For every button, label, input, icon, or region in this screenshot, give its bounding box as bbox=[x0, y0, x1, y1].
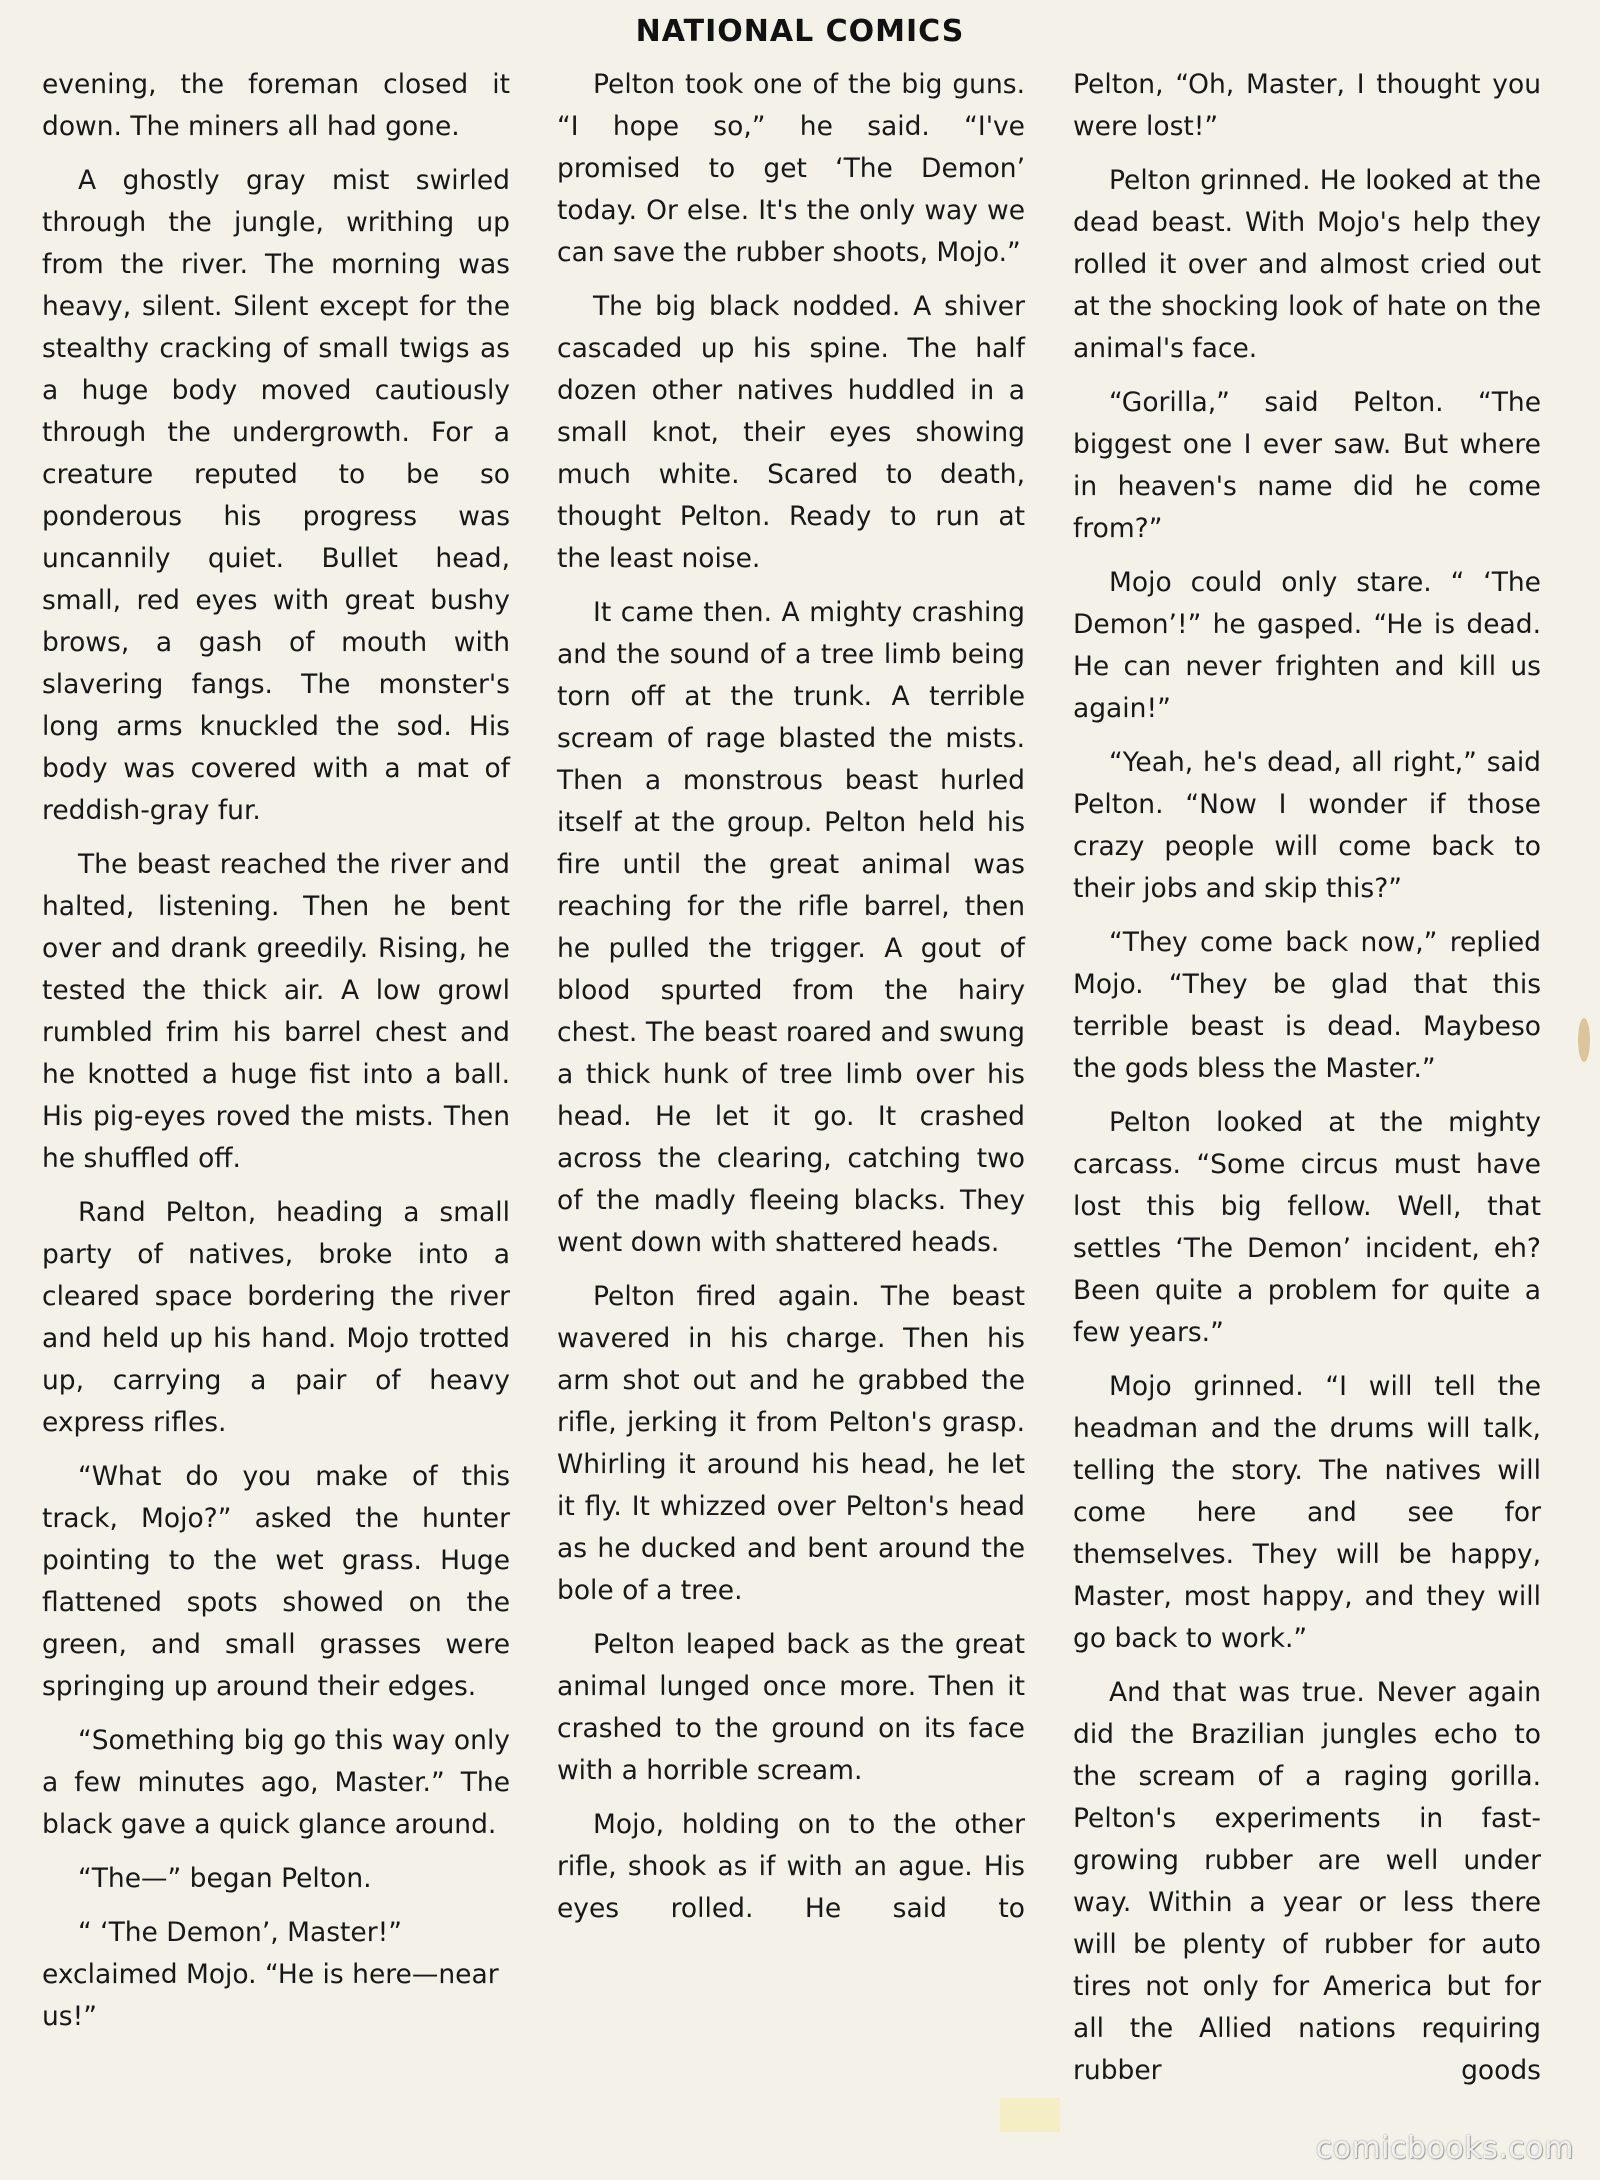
paragraph: “The—” began Pelton. bbox=[78, 1863, 372, 1894]
text-column-2 bbox=[557, 64, 1025, 1942]
paragraph: And that was true. Never again did the Brazilian jungles echo to the scream of a raging gorilla. Pelton's experiments in fast-growing rubber are well under way. Within a year or less there will be plenty of rubber for auto tires not only for America but for all the Allied nations requiring rubber goods bbox=[1073, 1677, 1541, 2086]
paragraph: Mojo could only stare. “ ‘The Demon’!” he gasped. “He is dead. He can never frighten and kill us again!” bbox=[1073, 567, 1541, 724]
paper-highlight bbox=[1000, 2098, 1060, 2132]
paragraph: “They come back now,” replied Mojo. “They be glad that this terrible beast is dead. Maybeso the gods bless the Master.” bbox=[1073, 927, 1541, 1084]
paragraph: Pelton fired again. The beast wavered in his charge. Then his arm shot out and he grabbed the rifle, jerking it from Pelton's grasp. Whirling it around his head, he let it fly. It whizzed over Pelton's head as he ducked and bent around the bole of a tree. bbox=[557, 1281, 1025, 1606]
paragraph: “What do you make of this track, Mojo?” asked the hunter pointing to the wet grass. Huge flattened spots showed on the green, and small grasses were springing up around their edges. bbox=[42, 1461, 510, 1702]
paragraph: Pelton grinned. He looked at the dead beast. With Mojo's help they rolled it over and almost cried out at the shocking look of hate on the animal's face. bbox=[1073, 165, 1541, 364]
paragraph: Mojo, holding on to the other rifle, shook as if with an ague. His eyes rolled. He said to bbox=[557, 1809, 1025, 1924]
running-head: NATIONAL COMICS bbox=[635, 14, 965, 49]
paragraph: It came then. A mighty crashing and the sound of a tree limb being torn off at the trunk. A terrible scream of rage blasted the mists. Then a monstrous beast hurled itself at the group. Pelton held his fire until the great animal was reaching for the rifle barrel, then he pulled the trigger. A gout of blood spurted from the hairy chest. The beast roared and swung a thick hunk of tree limb over his head. He let it go. It crashed across the clearing, catching two of the madly fleeing blacks. They went down with shattered heads. bbox=[557, 597, 1025, 1258]
paragraph: A ghostly gray mist swirled through the jungle, writhing up from the river. The morning was heavy, silent. Silent except for the stealthy cracking of small twigs as a huge body moved cautiously through the undergrowth. For a creature reputed to be so ponderous his progress was uncannily quiet. Bullet head, small, red eyes with great bushy brows, a gash of mouth with slavering fangs. The monster's long arms knuckled the sod. His body was covered with a mat of reddish-gray fur. bbox=[42, 165, 510, 826]
paragraph: Mojo grinned. “I will tell the headman and the drums will talk, telling the story. The natives will come here and see for themselves. They will be happy, Master, most happy, and they will go back to work.” bbox=[1073, 1371, 1541, 1654]
site-watermark: comicbooks.com bbox=[1315, 2131, 1574, 2166]
paragraph: evening, the foreman closed it down. The miners all had gone. bbox=[42, 69, 510, 142]
paragraph: Pelton took one of the big guns. “I hope so,” he said. “I've promised to get ‘The Demon’ today. Or else. It's the only way we can save the rubber shoots, Mojo.” bbox=[557, 69, 1025, 268]
paragraph: “Yeah, he's dead, all right,” said Pelton. “Now I wonder if those crazy people will come back to their jobs and skip this?” bbox=[1073, 747, 1541, 904]
text-column-1 bbox=[42, 64, 510, 2050]
paragraph: The big black nodded. A shiver cascaded up his spine. The half dozen other natives huddled in a small knot, their eyes showing much white. Scared to death, thought Pelton. Ready to run at the least noise. bbox=[557, 291, 1025, 574]
paragraph: Pelton leaped back as the great animal lunged once more. Then it crashed to the ground on its face with a horrible scream. bbox=[557, 1629, 1025, 1786]
paragraph: Pelton looked at the mighty carcass. “Some circus must have lost this big fellow. Well, that settles ‘The Demon’ incident, eh? Been quite a problem for quite a few years.” bbox=[1073, 1107, 1541, 1348]
paragraph: The beast reached the river and halted, listening. Then he bent over and drank greedily. Rising, he tested the thick air. A low growl rumbled frim his barrel chest and he knotted a huge fist into a ball. His pig-eyes roved the mists. Then he shuffled off. bbox=[42, 849, 510, 1174]
paragraph: “Gorilla,” said Pelton. “The biggest one I ever saw. But where in heaven's name did he come from?” bbox=[1073, 387, 1541, 544]
text-column-3 bbox=[1073, 64, 1541, 2104]
paper-stain bbox=[1578, 1018, 1590, 1062]
paragraph: Rand Pelton, heading a small party of natives, broke into a cleared space bordering the river and held up his hand. Mojo trotted up, carrying a pair of heavy express rifles. bbox=[42, 1197, 510, 1438]
paragraph: “Something big go this way only a few minutes ago, Master.” The black gave a quick glance around. bbox=[42, 1725, 510, 1840]
paragraph: Pelton, “Oh, Master, I thought you were lost!” bbox=[1073, 69, 1541, 142]
paragraph: “ ‘The Demon’, Master!” exclaimed Mojo. “He is here—near us!” bbox=[42, 1917, 499, 2032]
